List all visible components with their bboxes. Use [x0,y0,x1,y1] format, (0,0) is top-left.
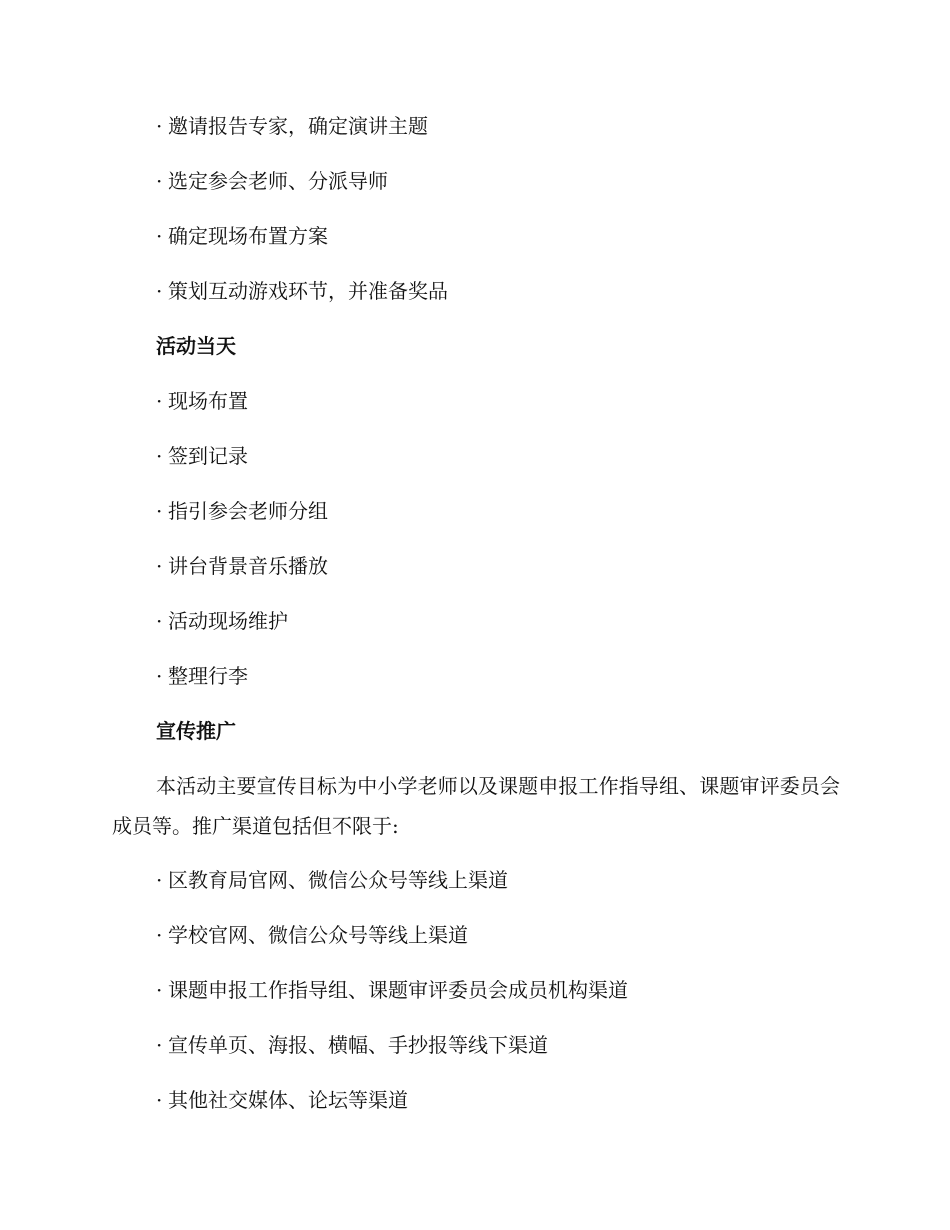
document-content [112,108,840,1137]
bullet-icon: · [156,114,163,138]
list-item-text: 指引参会老师分组 [168,499,328,523]
promo-paragraph: 本活动主要宣传目标为中小学老师以及课题申报工作指导组、课题审评委员会成员等。推广渠道包括但不限于: [112,774,840,838]
bullet-icon: · [156,224,163,248]
list-item [112,163,840,200]
list-item [112,972,840,1009]
list-item-text: 课题申报工作指导组、课题审评委员会成员机构渠道 [168,978,628,1002]
list-item-text: 宣传单页、海报、横幅、手抄报等线下渠道 [168,1033,548,1057]
list-item-text: 区教育局官网、微信公众号等线上渠道 [168,868,508,892]
list-item [112,273,840,310]
list-item [112,108,840,145]
list-item [112,383,840,420]
list-item [112,658,840,695]
bullet-icon: · [156,609,163,633]
list-item-text: 活动现场维护 [168,609,288,633]
bullet-icon: · [156,1033,163,1057]
bullet-icon: · [156,868,163,892]
list-item [112,493,840,530]
bullet-icon: · [156,978,163,1002]
list-item [112,218,840,255]
list-item [112,548,840,585]
list-item-text: 签到记录 [168,444,248,468]
list-item [112,1082,840,1119]
bullet-icon: · [156,499,163,523]
bullet-icon: · [156,664,163,688]
list-item [112,603,840,640]
bullet-icon: · [156,389,163,413]
section-heading-day: 活动当天 [156,334,236,358]
list-item [112,917,840,954]
list-item-text: 策划互动游戏环节，并准备奖品 [168,279,448,303]
list-item-text: 邀请报告专家，确定演讲主题 [168,114,428,138]
list-item-text: 学校官网、微信公众号等线上渠道 [168,923,468,947]
section-heading-promo: 宣传推广 [156,719,236,743]
day-list [112,383,840,695]
bullet-icon: · [156,923,163,947]
list-item [112,438,840,475]
bullet-icon: · [156,444,163,468]
list-item-text: 选定参会老师、分派导师 [168,169,388,193]
list-item-text: 确定现场布置方案 [168,224,328,248]
promo-list [112,862,840,1119]
bullet-icon: · [156,169,163,193]
list-item-text: 讲台背景音乐播放 [168,554,328,578]
list-item-text: 整理行李 [168,664,248,688]
bullet-icon: · [156,554,163,578]
list-item [112,862,840,899]
list-item-text: 现场布置 [168,389,248,413]
list-item-text: 其他社交媒体、论坛等渠道 [168,1088,408,1112]
list-item [112,1027,840,1064]
prep-list [112,108,840,310]
bullet-icon: · [156,279,163,303]
bullet-icon: · [156,1088,163,1112]
